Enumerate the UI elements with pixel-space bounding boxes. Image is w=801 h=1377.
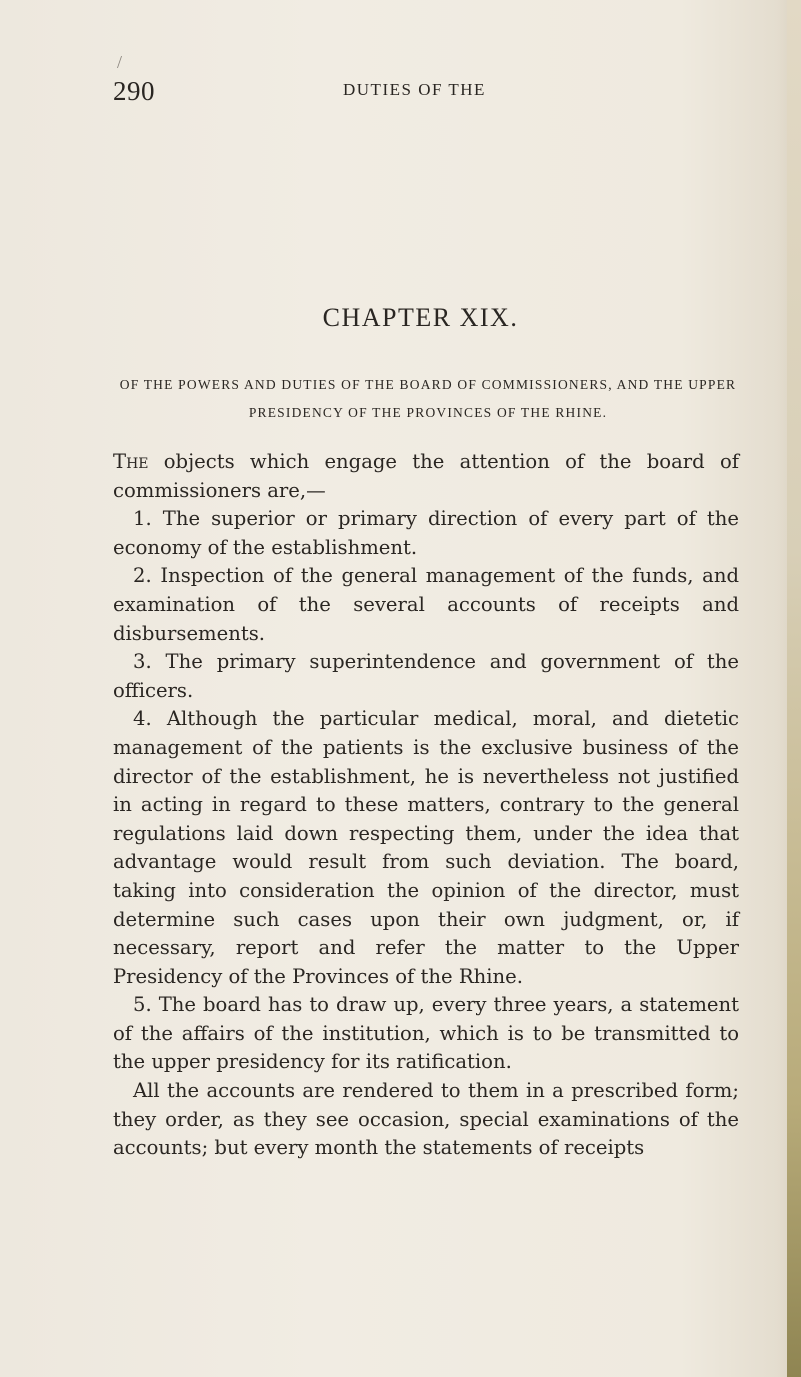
page-header [113,76,733,116]
body-text [113,448,739,1163]
intro-paragraph [113,448,739,505]
paragraph-3: 3. The primary superintendence and government of the officers. [113,650,739,702]
stray-mark: / [117,52,123,72]
paragraph-1: 1. The superior or primary direction of every part of the economy of the establishment. [113,507,739,559]
chapter-subtitle: OF THE POWERS AND DUTIES OF THE BOARD OF COMMISSIONERS, AND THE UPPER PRESIDENCY OF THE PROVINCES OF THE RHINE. [119,377,737,420]
page-edge-shadow [787,0,801,1377]
running-head: DUTIES OF THE [343,80,486,99]
intro-rest: objects which engage the attention of the board of commissioners are,— [113,450,739,502]
chapter-title: CHAPTER XIX. [322,303,519,332]
paragraph-5: 5. The board has to draw up, every three years, a statement of the affairs of the institution, which is to be transmitted to the upper presidency for its ratification. [113,993,739,1074]
paragraph-2: 2. Inspection of the general management of the funds, and examination of the several accounts of receipts and disbursements. [113,564,739,645]
paragraph-4: 4. Although the particular medical, moral, and dietetic management of the patients is the exclusive business of the director of the establishment, he is nevertheless not justified in acting in regard to these matters, contrary to the general regulations laid down respecting them, under the idea that advantage would result from such deviation. The board, taking into consideration the opinion of the director, must determine such cases upon their own judgment, or, if necessary, report and refer the matter to the Upper Presidency of the Provinces of the Rhine. [113,707,739,988]
page-number: 290 [113,76,155,106]
intro-first-word: The [113,450,149,473]
paragraph-6: All the accounts are rendered to them in a prescribed form; they order, as they see occasion, special examinations of the accounts; but every month the statements of receipts [113,1079,739,1160]
